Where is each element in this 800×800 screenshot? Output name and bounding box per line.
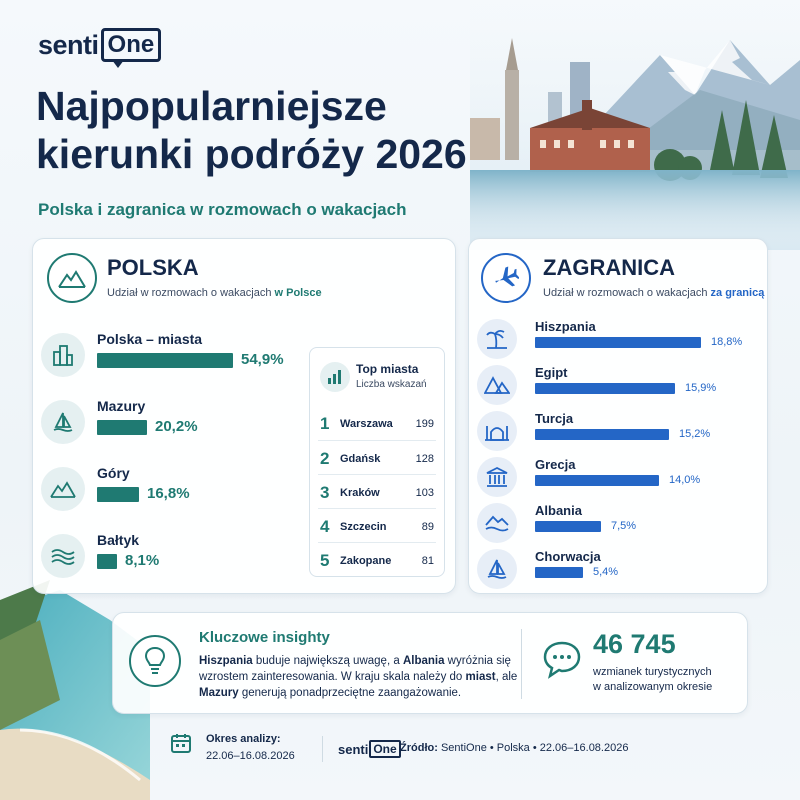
insights-card <box>112 612 748 714</box>
insight-text-4: generują ponadprzeciętne zaangażowanie. <box>238 687 462 699</box>
zagranica-bar <box>535 337 701 348</box>
chat-bubble-icon <box>541 639 583 681</box>
city-rank: 1 <box>320 414 330 433</box>
insights-text <box>199 653 519 701</box>
zagranica-card <box>468 238 768 594</box>
top-city-row <box>318 542 436 576</box>
polska-row <box>41 327 331 383</box>
footer-logo-senti: senti <box>338 741 369 757</box>
city-name: Warszawa <box>340 418 393 430</box>
zagranica-bar-label: Chorwacja <box>535 549 601 564</box>
zagranica-subtitle-accent: za granicą <box>710 287 765 299</box>
zagranica-bar <box>535 521 601 532</box>
zagranica-subtitle-text: Udział w rozmowach o wakacjach <box>543 287 711 299</box>
city-rank: 3 <box>320 483 330 502</box>
logo-text-senti: senti <box>38 29 99 60</box>
zagranica-row <box>477 457 759 503</box>
mentions-label <box>593 665 743 695</box>
polska-subtitle <box>107 287 322 299</box>
insights-title: Kluczowe insighty <box>199 629 330 646</box>
polska-bar-label: Bałtyk <box>97 532 140 548</box>
polska-bar-value: 16,8% <box>147 485 190 502</box>
calendar-icon <box>170 732 192 754</box>
title-line-2: kierunki podróży 2026 <box>36 131 467 177</box>
title-line-1: Najpopularniejsze <box>36 83 387 129</box>
insight-hiszpania: Hiszpania <box>199 655 253 667</box>
top-city-row <box>318 474 436 508</box>
source-info <box>400 742 628 754</box>
city-rank: 4 <box>320 517 330 536</box>
zagranica-bar-label: Grecja <box>535 457 576 472</box>
insight-miast: miast <box>465 671 496 683</box>
airplane-icon <box>481 253 531 303</box>
polska-row <box>41 461 331 517</box>
polska-row <box>41 528 331 584</box>
top-cities-title: Top miasta <box>356 362 419 376</box>
sailboat-icon <box>41 400 85 444</box>
zagranica-bar <box>535 475 659 486</box>
zagranica-row <box>477 503 759 549</box>
city-count: 128 <box>415 453 434 465</box>
zagranica-row <box>477 411 759 457</box>
lightbulb-icon <box>129 635 181 687</box>
source-label: Źródło: <box>400 742 438 754</box>
footer-logo-one: One <box>369 740 400 758</box>
mountain-sea-icon <box>477 503 517 543</box>
top-cities-subtitle: Liczba wskazań <box>356 379 427 390</box>
city-count: 89 <box>421 521 434 533</box>
bar-chart-icon <box>320 362 350 392</box>
mentions-label-line1: wzmianek turystycznych <box>593 666 712 678</box>
top-cities-table <box>309 347 445 577</box>
zagranica-bar <box>535 429 669 440</box>
insight-mazury: Mazury <box>199 687 239 699</box>
zagranica-bar-value: 5,4% <box>593 566 619 578</box>
zagranica-subtitle <box>543 287 764 299</box>
polska-bar-value: 54,9% <box>241 351 284 368</box>
zagranica-row <box>477 319 759 365</box>
sentione-logo <box>38 28 161 62</box>
page-subtitle: Polska i zagranica w rozmowach o wakacjach <box>38 200 407 219</box>
mentions-label-line2: w analizowanym okresie <box>593 681 713 693</box>
city-name: Kraków <box>340 487 380 499</box>
polska-bar <box>97 554 117 569</box>
top-city-row <box>318 406 436 440</box>
city-count: 81 <box>421 555 434 567</box>
zagranica-bar-label: Egipt <box>535 365 568 380</box>
polska-row <box>41 394 331 450</box>
mountains-icon <box>41 467 85 511</box>
mosque-icon <box>477 411 517 451</box>
polska-bar <box>97 487 139 502</box>
city-name: Gdańsk <box>340 453 381 465</box>
polska-subtitle-text: Udział w rozmowach o wakacjach <box>107 287 275 299</box>
polska-bar-label: Mazury <box>97 398 146 414</box>
period-label: Okres analizy: <box>206 733 281 745</box>
zagranica-bar-value: 15,2% <box>679 428 711 440</box>
palm-beach-icon <box>477 319 517 359</box>
zagranica-bar-label: Hiszpania <box>535 319 596 334</box>
insight-text-3: , ale <box>495 671 518 683</box>
polska-subtitle-accent: w Polsce <box>274 287 322 299</box>
city-count: 103 <box>415 487 434 499</box>
insight-albania: Albania <box>402 655 445 667</box>
polska-bar-label: Polska – miasta <box>97 331 203 347</box>
polska-bar-value: 8,1% <box>125 552 160 569</box>
zagranica-bar-label: Albania <box>535 503 582 518</box>
footer-divider <box>322 736 323 762</box>
polska-card <box>32 238 456 594</box>
city-rank: 2 <box>320 449 330 468</box>
insight-text-1: buduje największą uwagę, a <box>252 655 403 667</box>
period-value: 22.06–16.08.2026 <box>206 750 295 762</box>
pyramids-icon <box>477 365 517 405</box>
mountains-icon <box>47 253 97 303</box>
waves-icon <box>41 534 85 578</box>
mentions-number: 46 745 <box>593 629 676 659</box>
city-count: 199 <box>415 418 434 430</box>
footer-logo <box>338 740 401 758</box>
polska-title: POLSKA <box>107 255 199 280</box>
top-city-row <box>318 508 436 542</box>
logo-text-one: One <box>101 28 162 62</box>
insight-text-2: wyróżnia się wzrostem zainteresowania. W kraju skala należy do <box>199 655 511 683</box>
temple-icon <box>477 457 517 497</box>
city-name: Zakopane <box>340 555 392 567</box>
polska-bar-label: Góry <box>97 465 130 481</box>
city-mountain-scenery-image <box>470 0 800 250</box>
top-city-row <box>318 440 436 474</box>
zagranica-row <box>477 549 759 595</box>
polska-bar <box>97 420 147 435</box>
city-rank: 5 <box>320 551 330 570</box>
zagranica-row <box>477 365 759 411</box>
polska-bar-value: 20,2% <box>155 418 198 435</box>
page-title <box>36 82 506 178</box>
zagranica-bar <box>535 383 675 394</box>
zagranica-bar <box>535 567 583 578</box>
zagranica-bar-value: 18,8% <box>711 336 743 348</box>
sailboat-icon <box>477 549 517 589</box>
city-buildings-icon <box>41 333 85 377</box>
zagranica-bar-value: 7,5% <box>611 520 637 532</box>
insights-divider <box>521 629 522 699</box>
zagranica-bar-label: Turcja <box>535 411 574 426</box>
zagranica-title: ZAGRANICA <box>543 255 675 280</box>
city-name: Szczecin <box>340 521 387 533</box>
zagranica-bar-value: 14,0% <box>669 474 701 486</box>
source-value: SentiOne • Polska • 22.06–16.08.2026 <box>437 742 629 754</box>
zagranica-bar-value: 15,9% <box>685 382 717 394</box>
polska-bar <box>97 353 233 368</box>
